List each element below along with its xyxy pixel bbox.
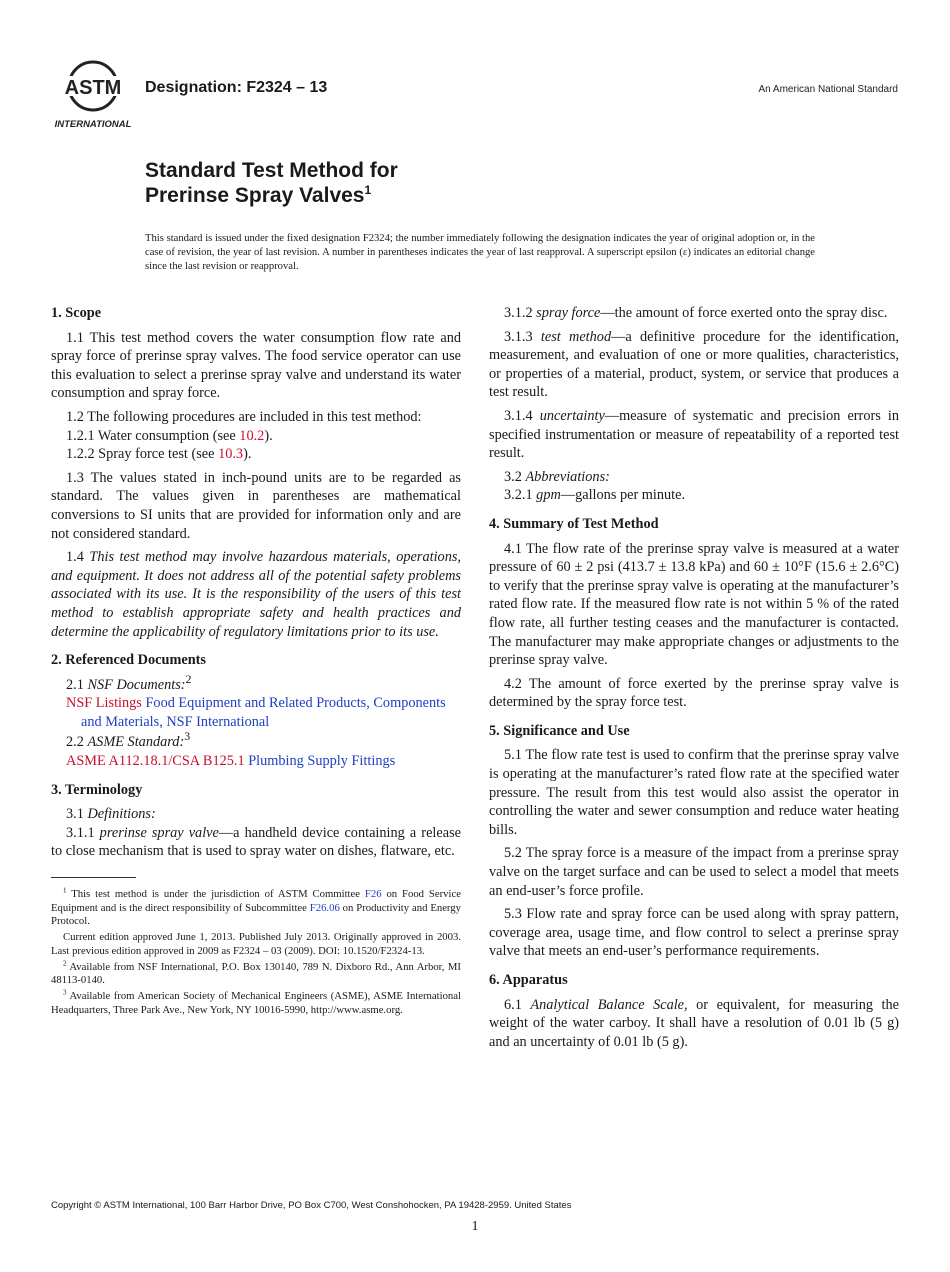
definition: —the amount of force exerted onto the spray disc. xyxy=(600,305,888,321)
left-column xyxy=(51,304,461,1019)
para-3-2 xyxy=(504,468,899,487)
reference-designation[interactable]: ASME A112.18.1/CSA B125.1 xyxy=(66,753,245,770)
para-number: 3.1.1 xyxy=(66,824,100,841)
definition: or equivalent, for measuring the weight of the water carboy. It shall have a resolution of 0.01 lb (5 g) and an uncertainty of 0.01 lb (5 g). xyxy=(489,996,899,1050)
item-text: 1.2.1 Water consumption (see xyxy=(66,427,240,444)
section-5-heading: 5. Significance and Use xyxy=(489,722,630,739)
logo-subtext: INTERNATIONAL xyxy=(54,119,132,130)
link-f26[interactable]: F26 xyxy=(364,888,382,901)
para-1-1: 1.1 This test method covers the water consumption flow rate and spray force of prerinse spray valves. The food service operator can use this evaluation to select a prerinse spray valve and understand its water consumption and spray force. xyxy=(51,329,461,402)
footnote-marker: 1 xyxy=(63,886,67,895)
para-4-2: 4.2 The amount of force exerted by the prerinse spray valve is determined by the spray force test. xyxy=(489,675,899,711)
footnote-text: Available from American Society of Mechanical Engineers (ASME), ASME International Headquarters, Three Park Ave., New York, NY 10016-5990, http://www.asme.org. xyxy=(51,989,461,1016)
para-2-1 xyxy=(66,671,461,695)
subheading: Definitions: xyxy=(87,806,156,823)
logo-text: ASTM xyxy=(64,77,122,99)
footnote-2 xyxy=(51,958,461,988)
document-title xyxy=(145,158,398,208)
section-6-heading: 6. Apparatus xyxy=(489,972,568,988)
term: prerinse spray valve xyxy=(99,824,219,841)
para-5-1: 5.1 The flow rate test is used to confirm that the prerinse spray valve is operating at the manufacturer’s rated flow rate at the specified water pressure. The result from this test would also assist the operator in controlling the water and sewer consumption and reduce water heating bills. xyxy=(489,747,899,838)
para-number: 3.1.4 xyxy=(504,407,540,424)
para-number: 3.1 xyxy=(66,806,88,823)
title-line-2 xyxy=(145,183,398,208)
footnote-marker: 2 xyxy=(63,958,67,967)
page-number: 1 xyxy=(471,1219,479,1234)
issuance-note: This standard is issued under the fixed designation F2324; the number immediately following the designation indicates the year of original adoption or, in the case of revision, the year of last revision. A number in parentheses indicates the year of last reapproval. A superscript epsilon (ε) indicates an editorial change since the last revision or reapproval. xyxy=(145,233,815,272)
reference-designation[interactable]: NSF Listings xyxy=(66,695,142,712)
para-1-2: 1.2 The following procedures are included in this test method: xyxy=(66,408,422,425)
reference-asme xyxy=(66,752,461,771)
item-1-2-2 xyxy=(66,445,461,464)
safety-statement: This test method may involve hazardous materials, operations, and equipment. It does not address all of the potential safety problems associated with its use. It is the responsibility of the users of this test method to establish appropriate safety and health practices and determine the applicability of regulatory limitations prior to its use. xyxy=(51,549,461,640)
national-standard-label: An American National Standard xyxy=(758,84,898,95)
footnote-3 xyxy=(51,990,461,1017)
para-3-1-3 xyxy=(489,328,899,402)
subheading: NSF Documents: xyxy=(87,676,186,693)
section-2-heading: 2. Referenced Documents xyxy=(51,652,206,669)
item-text: ). xyxy=(264,427,273,444)
item-text: ). xyxy=(243,446,252,463)
link-10-3[interactable]: 10.3 xyxy=(218,446,244,463)
para-number: 6.1 xyxy=(504,996,531,1013)
footnote-marker: 3 xyxy=(63,988,67,997)
reference-nsf xyxy=(66,694,461,731)
footnote-1 xyxy=(51,888,461,929)
footnote-text: Available from NSF International, P.O. Box 130140, 789 N. Dixboro Rd., Ann Arbor, MI 48113-0140. xyxy=(51,960,461,987)
para-5-2: 5.2 The spray force is a measure of the impact from a prerinse spray valve on the target surface and can be used to select a model that meets an end-user’s force profile. xyxy=(489,845,899,899)
term: uncertainty xyxy=(539,407,605,424)
definition: —a definitive procedure for the identification, measurement, and evaluation of one or more qualities, characteristics, or properties of a material, product, system, or service that produces a test result. xyxy=(489,328,899,401)
para-number: 1.4 xyxy=(66,549,90,566)
title-line-1: Standard Test Method for xyxy=(145,159,398,182)
para-3-1-4 xyxy=(489,407,899,463)
astm-logo xyxy=(52,58,134,132)
para-1-4 xyxy=(51,548,461,641)
term: gpm xyxy=(536,487,561,504)
term: test method xyxy=(540,328,612,345)
item-text: 1.2.2 Spray force test (see xyxy=(66,446,219,463)
para-1-3: 1.3 The values stated in inch-pound units are to be regarded as standard. The values given in parentheses are mathematical conversions to SI units that are provided for information only and are not considered standard. xyxy=(51,469,461,542)
para-6-1 xyxy=(489,996,899,1052)
designation: Designation: F2324 – 13 xyxy=(145,79,328,96)
para-number: 2.1 xyxy=(66,676,88,693)
subheading: Abbreviations: xyxy=(525,468,610,485)
term: Analytical Balance Scale, xyxy=(530,996,688,1013)
footnote-text: on Productivity and Energy Protocol. xyxy=(51,901,461,928)
section-1-heading: 1. Scope xyxy=(51,305,102,321)
link-10-2[interactable]: 10.2 xyxy=(239,427,265,444)
para-5-3: 5.3 Flow rate and spray force can be used along with spray pattern, coverage area, usage time, and flow control to select a prerinse spray valve that meets an end-user’s performance requirements. xyxy=(489,906,899,960)
astm-logo-graphic xyxy=(52,58,134,132)
para-4-1: 4.1 The flow rate of the prerinse spray valve is measured at a water pressure of 60 ± 2 psi (413.7 ± 13.8 kPa) and 60 ± 10°F (15.6 ± 2.6°C) to verify that the prerinse spray valve is operating at the manufacturer’s rated flow rate. If the measured flow rate is not within 5 % of the rated flow rate, all further testing ceases and the manufacturer is contacted. The manufacturer may make appropriate changes or adjustments to the prerinse spray valve. xyxy=(489,540,899,669)
para-number: 3.1.3 xyxy=(504,328,541,345)
footnote-text: on Food Service Equipment and is the direct responsibility of Subcommittee xyxy=(51,888,461,914)
title-text: Prerinse Spray Valves xyxy=(145,184,365,207)
footnote-ref-3[interactable]: 3 xyxy=(184,729,191,744)
footnote-rule xyxy=(51,877,136,878)
subheading: ASME Standard: xyxy=(87,734,185,751)
definition: —a handheld device containing a release to close mechanism that is used to spray water on dishes, flatware, etc. xyxy=(51,824,461,860)
term: spray force xyxy=(536,305,601,321)
para-number: 3.2 xyxy=(504,468,526,485)
para-number: 3.2.1 xyxy=(504,487,537,504)
para-3-2-1 xyxy=(504,486,899,505)
section-3-heading: 3. Terminology xyxy=(51,781,143,798)
copyright-notice: Copyright © ASTM International, 100 Barr Harbor Drive, PO Box C700, West Conshohocken, PA 19428-2959. United States xyxy=(51,1200,572,1211)
item-1-2-1 xyxy=(66,427,461,446)
para-2-2 xyxy=(66,729,461,752)
footnote-ref-2[interactable]: 2 xyxy=(185,671,192,686)
para-3-1 xyxy=(66,805,461,824)
para-number: 2.2 xyxy=(66,734,88,751)
title-footnote-ref[interactable]: 1 xyxy=(364,183,372,197)
reference-title[interactable]: Food Equipment and Related Products, Components and Materials, NSF International xyxy=(81,695,446,730)
para-3-1-1 xyxy=(51,824,461,861)
footnote-1-edition: Current edition approved June 1, 2013. Published July 2013. Originally approved in 2003. Last previous edition approved in 2009 as F2324 – 03 (2009). DOI: 10.1520/F2324-13. xyxy=(51,931,461,957)
para-3-1-2 xyxy=(489,304,899,323)
right-column xyxy=(489,304,899,1056)
reference-title[interactable]: Plumbing Supply Fittings xyxy=(244,753,396,770)
para-number: 3.1.2 xyxy=(504,305,537,321)
section-4-heading: 4. Summary of Test Method xyxy=(489,515,659,532)
definition: —gallons per minute. xyxy=(560,487,686,504)
link-f26-06[interactable]: F26.06 xyxy=(309,901,340,914)
definition: —measure of systematic and precision errors in specified instrumentation or measure of repeatability of a reported test result. xyxy=(489,407,899,462)
footnote-text: This test method is under the jurisdiction of ASTM Committee xyxy=(66,888,365,901)
